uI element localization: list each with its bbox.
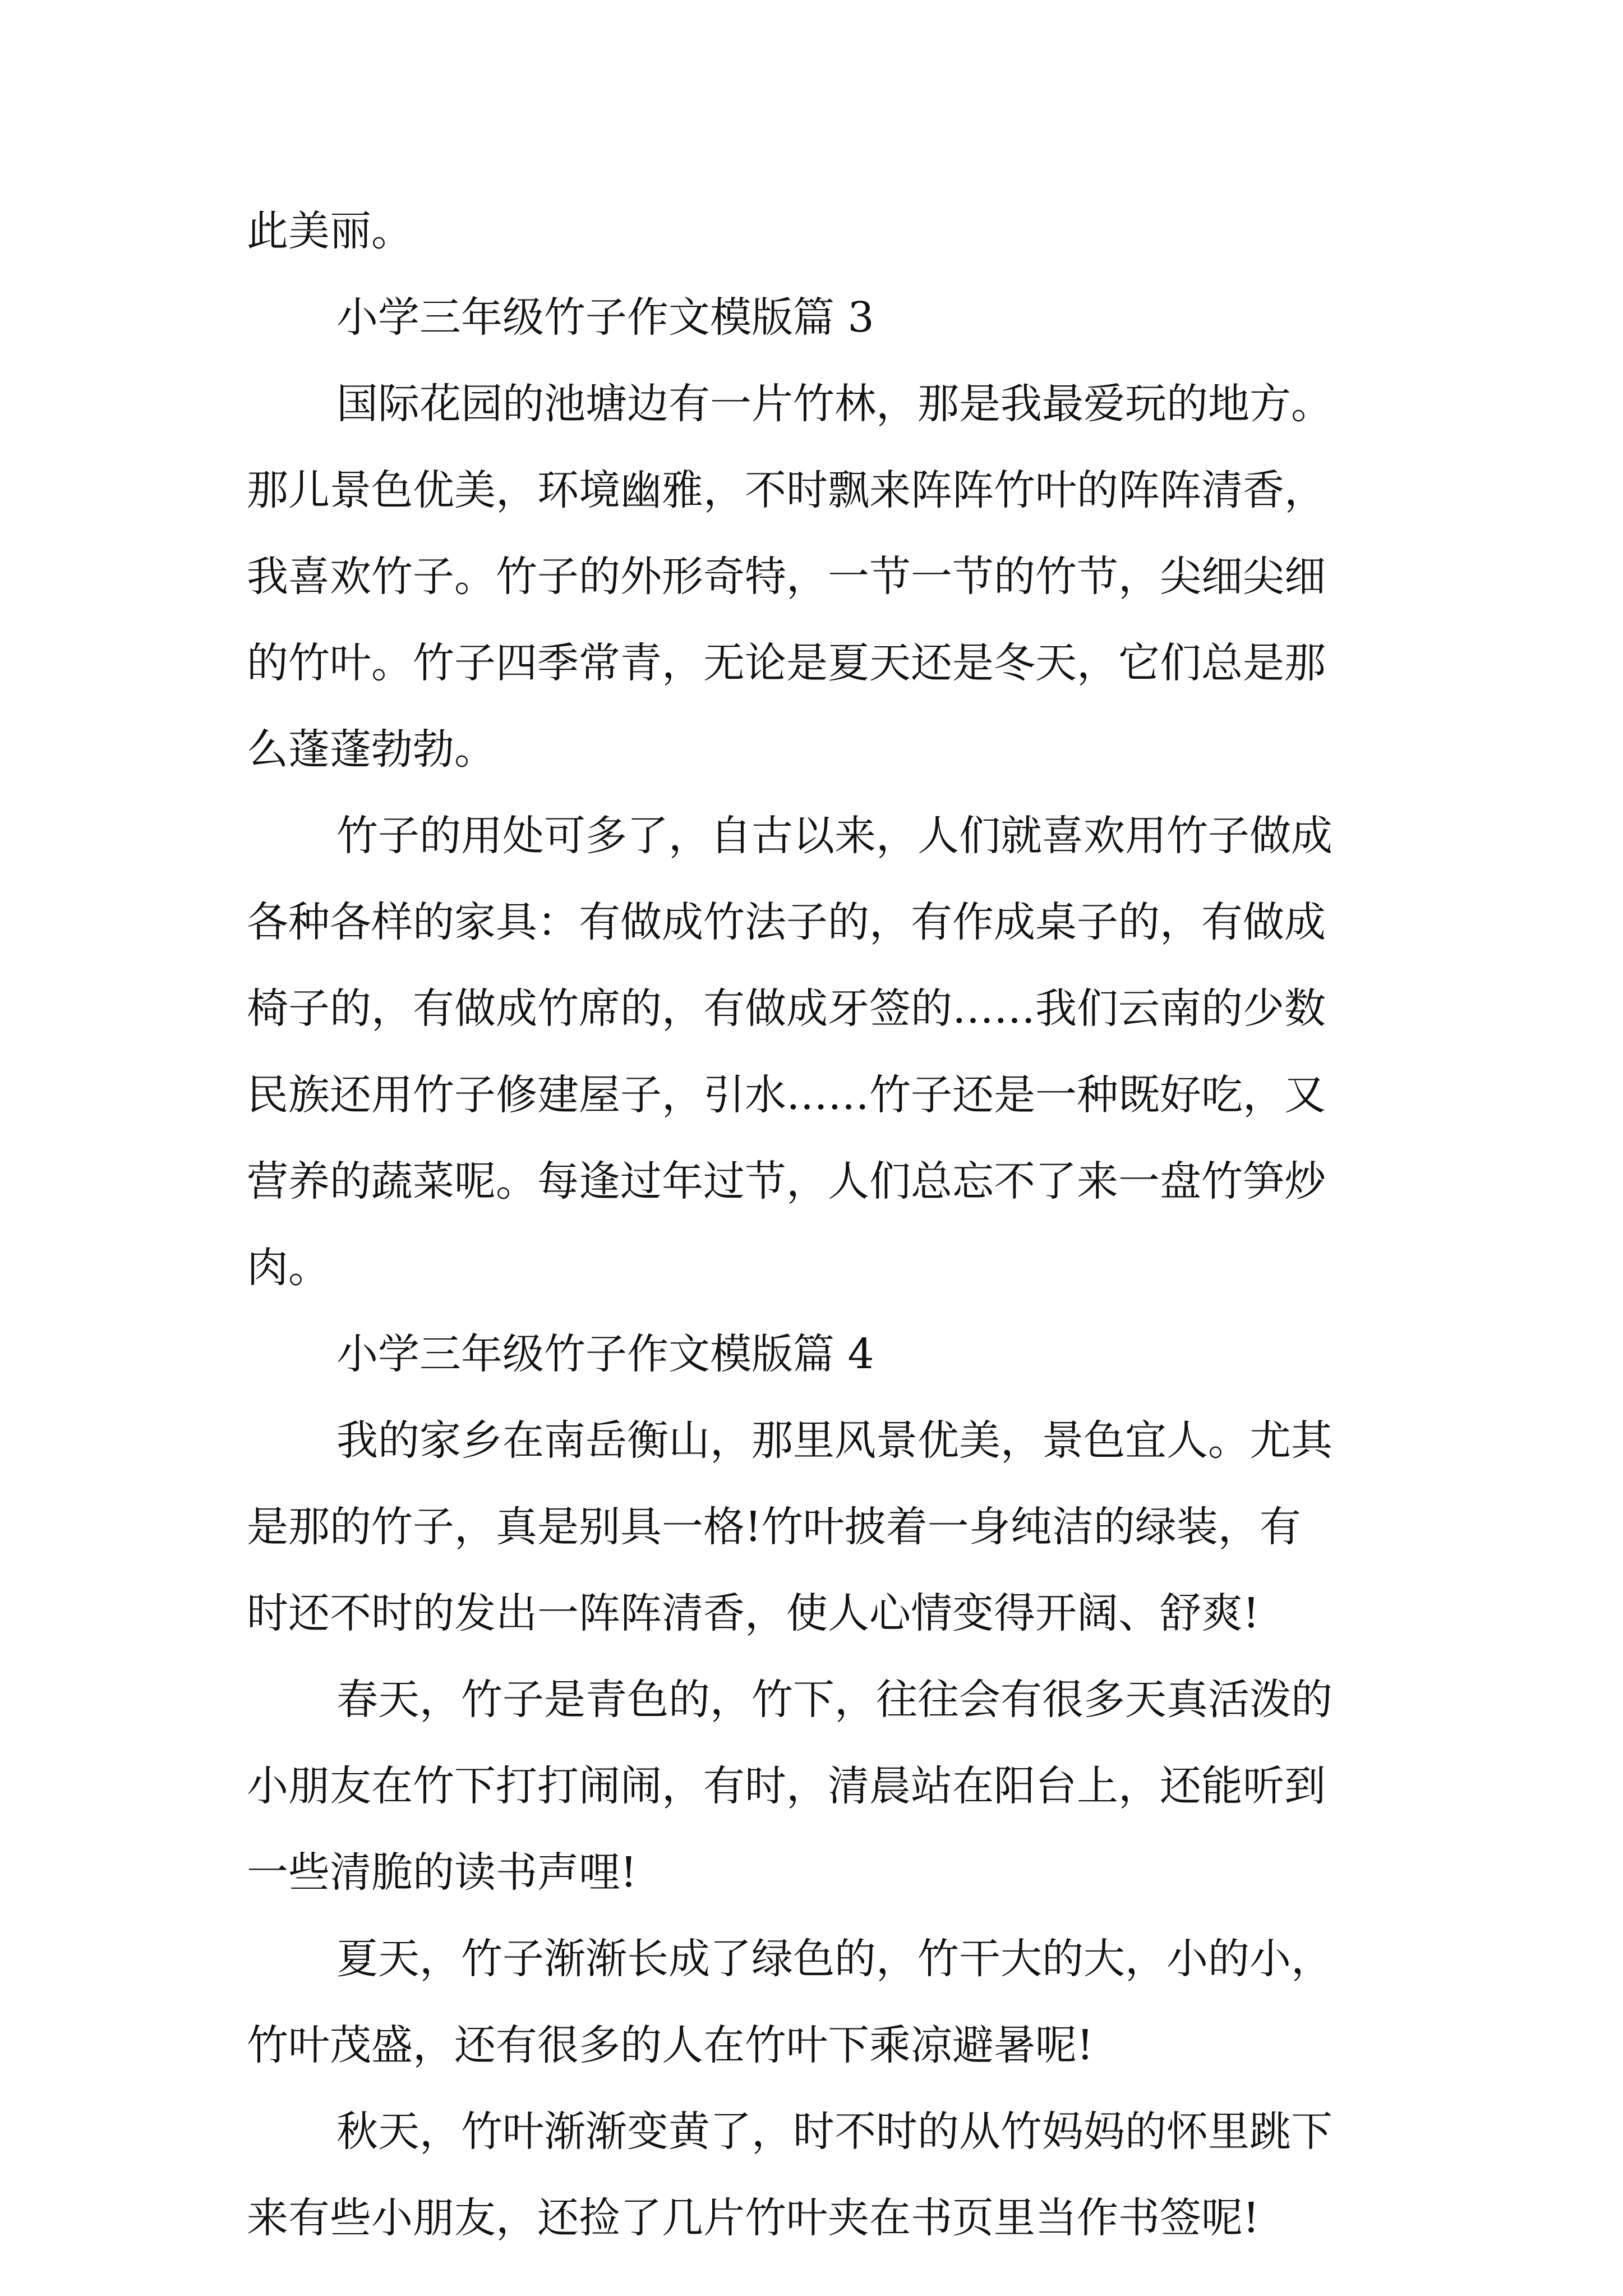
paragraph-line: 是那的竹子，真是别具一格!竹叶披着一身纯洁的绿装，有: [247, 1503, 1301, 1551]
paragraph-line: 的竹叶。竹子四季常青，无论是夏天还是冬天，它们总是那: [247, 639, 1326, 687]
section-heading: 小学三年级竹子作文模版篇 4: [336, 1330, 874, 1378]
paragraph-line: 我的家乡在南岳衡山，那里风景优美，景色宜人。尤其: [336, 1416, 1332, 1465]
paragraph-line: 春天，竹子是青色的，竹下，往往会有很多天真活泼的: [336, 1676, 1332, 1724]
paragraph-line: 营养的蔬菜呢。每逢过年过节，人们总忘不了来一盘竹笋炒: [247, 1157, 1326, 1205]
paragraph-line: 竹叶茂盛，还有很多的人在竹叶下乘凉避暑呢!: [247, 2021, 1094, 2069]
paragraph-line: 此美丽。: [247, 207, 413, 255]
paragraph-line: 竹子的用处可多了，自古以来，人们就喜欢用竹子做成: [336, 812, 1332, 860]
section-heading: 小学三年级竹子作文模版篇 3: [336, 293, 874, 342]
paragraph-line: 时还不时的发出一阵阵清香，使人心情变得开阔、舒爽!: [247, 1589, 1260, 1637]
paragraph-line: 椅子的，有做成竹席的，有做成牙签的……我们云南的少数: [247, 984, 1326, 1033]
paragraph-line: 各种各样的家具：有做成竹法子的，有作成桌子的，有做成: [247, 898, 1326, 946]
paragraph-line: 民族还用竹子修建屋子，引水……竹子还是一种既好吃，又: [247, 1071, 1326, 1119]
paragraph-line: 肉。: [247, 1244, 330, 1292]
paragraph-line: 我喜欢竹子。竹子的外形奇特，一节一节的竹节，尖细尖细: [247, 553, 1326, 601]
paragraph-line: 国际花园的池塘边有一片竹林，那是我最爱玩的地方。: [336, 380, 1332, 428]
paragraph-line: 夏天，竹子渐渐长成了绿色的，竹干大的大，小的小，: [336, 1935, 1332, 1983]
paragraph-line: 么蓬蓬勃勃。: [247, 725, 496, 774]
paragraph-line: 一些清脆的读书声哩!: [247, 1848, 637, 1897]
paragraph-line: 来有些小朋友，还捡了几片竹叶夹在书页里当作书签呢!: [247, 2194, 1260, 2242]
paragraph-line: 秋天，竹叶渐渐变黄了，时不时的从竹妈妈的怀里跳下: [336, 2108, 1332, 2156]
paragraph-line: 小朋友在竹下打打闹闹，有时，清晨站在阳台上，还能听到: [247, 1762, 1326, 1810]
paragraph-line: 那儿景色优美，环境幽雅，不时飘来阵阵竹叶的阵阵清香，: [247, 466, 1326, 514]
